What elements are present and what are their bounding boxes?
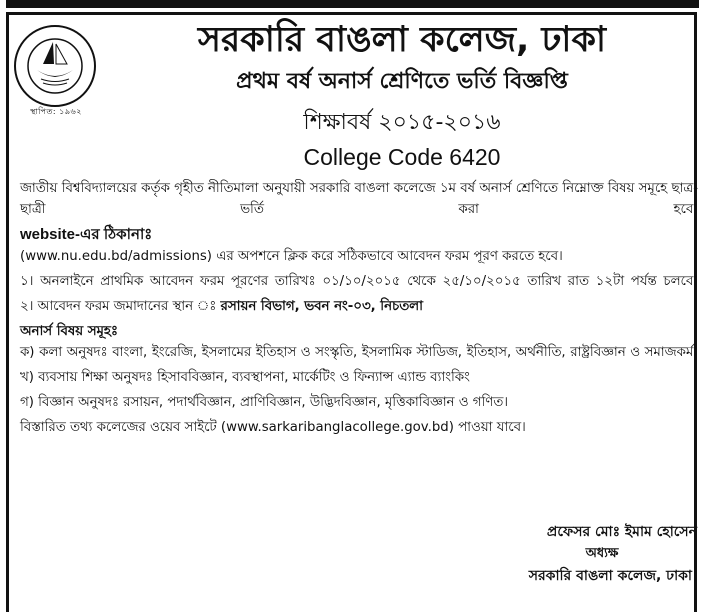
notice-body: [20, 178, 698, 438]
item-online-date: ১। অনলাইনে প্রাথমিক আবেদন ফরম পূরণের তারিখঃ ০১/১০/২০১৫ থেকে ২৫/১০/২০১৫ তারিখ রাত ১২টা পর্যন্ত চলবে।: [20, 274, 698, 289]
subjects-arts: ক) কলা অনুষদঃ বাংলা, ইংরেজি, ইসলামের ইতিহাস ও সংস্কৃতি, ইসলামিক স্টাডিজ, ইতিহাস, অর্থনীতি, রাষ্ট্রবিজ্ঞান ও সমাজকর্ম।: [20, 345, 698, 360]
website-label: website-এর ঠিকানাঃ: [20, 226, 153, 243]
college-code: College Code 6420: [303, 144, 501, 170]
subjects-business: খ) ব্যবসায় শিক্ষা অনুষদঃ হিসাববিজ্ঞান, ব্যবস্থাপনা, মার্কেটিং ও ফিন্যান্স এ্যান্ড ব্যাংকিং: [20, 370, 470, 385]
notice-subtitle: প্রথম বর্ষ অনার্স শ্রেণিতে ভর্তি বিজ্ঞপ্তি: [236, 69, 568, 94]
subjects-science: গ) বিজ্ঞান অনুষদঃ রসায়ন, পদার্থবিজ্ঞান, প্রাণিবিজ্ঞান, উদ্ভিদবিজ্ঞান, মৃত্তিকাবিজ্ঞান ও গণিত।: [20, 395, 509, 410]
college-title: সরকারি বাঙলা কলেজ, ঢাকা: [197, 20, 607, 60]
signature-block: [437, 521, 697, 587]
submission-place-value: রসায়ন বিভাগ, ভবন নং-০৩, নিচতলা: [220, 299, 423, 314]
seal-established-label: স্থাপিত: ১৯৬২: [30, 107, 82, 116]
signatory-org: সরকারি বাঙলা কলেজ, ঢাকা।: [528, 568, 697, 584]
college-seal-icon: [13, 24, 97, 108]
item-submission-place: [20, 296, 698, 317]
signatory-role: অধ্যক্ষ: [585, 546, 619, 561]
details-text: বিস্তারিত তথ্য কলেজের ওয়েব সাইটে (www.sarkaribanglacollege.gov.bd) পাওয়া যাবে।: [20, 420, 526, 435]
subjects-heading: অনার্স বিষয় সমূহঃ: [20, 324, 118, 339]
website-instruction: (www.nu.edu.bd/admissions) এর অপশনে ক্লিক করে সঠিকভাবে আবেদন ফরম পূরণ করতে হবে।: [20, 249, 563, 264]
submission-place-label: ২। আবেদন ফরম জমাদানের স্থান ঃ: [20, 299, 217, 314]
session-label: শিক্ষাবর্ষ ২০১৫-২০১৬: [303, 110, 501, 135]
signatory-name: প্রফেসর মোঃ ইমাম হোসেন: [546, 524, 697, 540]
top-border-bar: [6, 0, 699, 8]
intro-text: জাতীয় বিশ্ববিদ্যালয়ের কর্তৃক গৃহীত নীতিমালা অনুযায়ী সরকারি বাঙলা কলেজে ১ম বর্ষ অনার্স শ্রেণিতে নিম্নোক্ত বিষয় সমূহে ছাত্র-ছাত্রী ভর্তি করা হবে।: [20, 181, 698, 217]
